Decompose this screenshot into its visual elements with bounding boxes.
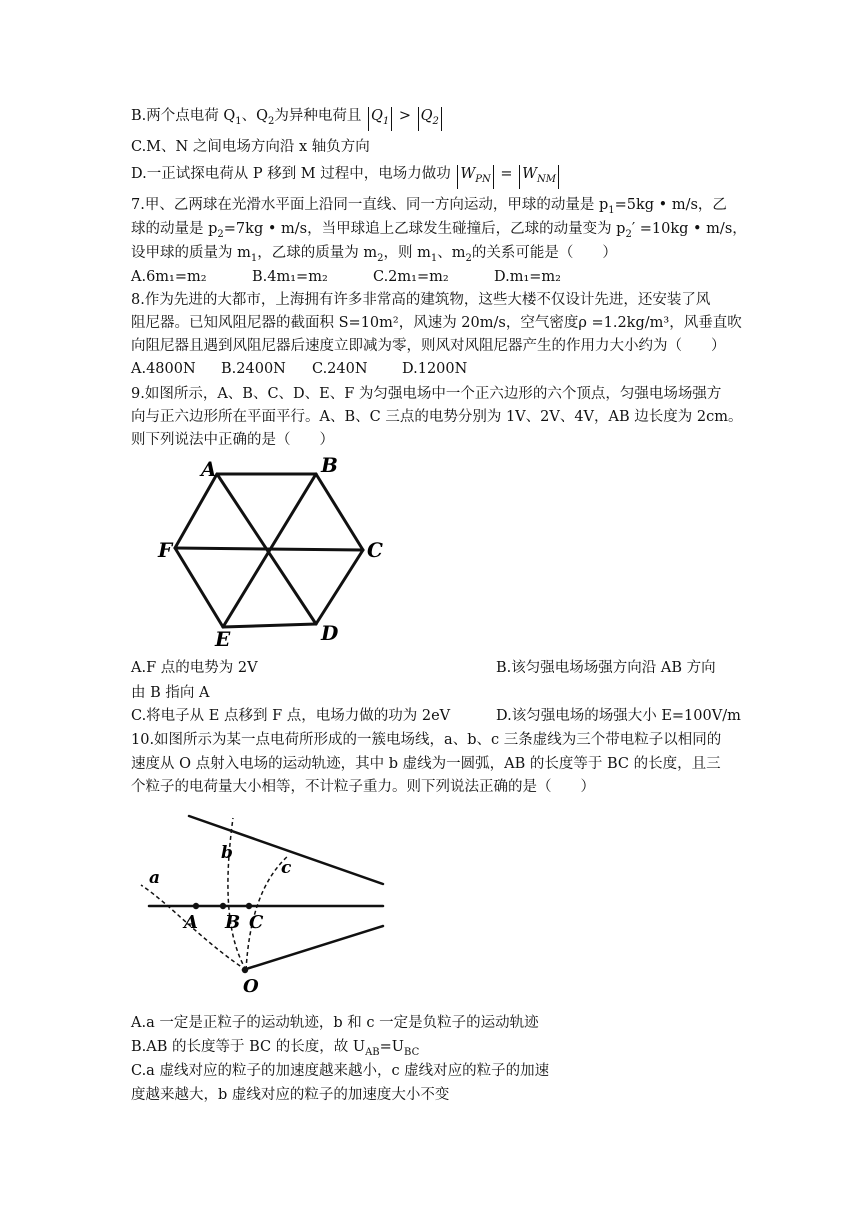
point-b [220,903,226,909]
q6-wpn-sub: PN [475,173,491,185]
q6-abs-q1: $Q_1$ [368,107,392,131]
hex-label-c: C [367,538,383,562]
q7-line-1-tail: =5kg • m/s，乙 [614,197,727,213]
q10-option-a: A.a 一定是正粒子的运动轨迹，b 和 c 一定是负粒子的运动轨迹 [131,1015,539,1031]
field-lines-figure [131,800,391,1000]
q6-wpn-symbol: W [460,166,476,182]
q10-option-c-line-1: C.a 虚线对应的粒子的加速度越来越小，c 虚线对应的粒子的加速 [131,1063,550,1079]
q10-option-c-line-2: 度越来越大，b 虚线对应的粒子的加速度大小不变 [131,1087,450,1103]
label-point-b: B [225,912,241,933]
q9-option-d: D.该匀强电场的场强大小 E=100V/m [496,708,741,724]
q6-q2-symbol: Q [420,108,433,124]
hex-edge-bc [316,474,363,550]
q10-line-3: 个粒子的电荷量大小相等，不计粒子重力。则下列说法正确的是（ ） [131,779,595,795]
point-a [193,903,199,909]
q6-abs-wnm [519,165,559,189]
point-c [246,903,252,909]
label-point-c: C [249,912,264,933]
q7-line-2-text: 球的动量是 p [131,221,218,237]
q6-wnm-symbol: W [522,166,538,182]
q10-option-b-text: B.AB 的长度等于 BC 的长度，故 U [131,1039,366,1055]
q7-option-c: C.2m₁=m₂ [373,269,449,285]
q9-option-c: C.将电子从 E 点移到 F 点，电场力做的功为 2eV [131,708,451,724]
q6-abs-wpn [457,165,493,189]
hex-label-e: E [215,627,231,651]
q10-line-1: 10.如图所示为某一点电荷所形成的一簇电场线，a、b、c 三条虚线为三个带电粒子以相同的 [131,732,722,748]
q6-option-d-text: D.一正试探电荷从 P 移到 M 过程中，电场力做功 [131,166,451,182]
q7-option-b: B.4m₁=m₂ [252,269,328,285]
q7-line-1: 7.甲、乙两球在光滑水平面上沿同一直线、同一方向运动，甲球的动量是 $p_1=5kg$ • m/s，乙 [131,197,727,216]
q7-line-3-text: 设甲球的质量为 m [131,245,251,261]
hex-diagonal-fc [175,548,363,550]
hex-edge-de [223,624,316,627]
label-trajectory-a: a [149,868,161,888]
q7-line-2-tail: ′ =10kg • m/s， [631,221,747,237]
q7-option-d: D.m₁=m₂ [494,269,561,285]
label-trajectory-c: c [281,858,292,878]
label-point-o: O [243,976,259,997]
q7-option-a: A.6m₁=m₂ [131,269,207,285]
q7-line-3-tail: 的关系可能是（ ） [471,245,617,261]
q7-line-1-text: 7.甲、乙两球在光滑水平面上沿同一直线、同一方向运动，甲球的动量是 p [131,197,609,213]
q8-option-c: C.240N [312,361,368,377]
q7-line-2-mid: =7kg • m/s，当甲球追上乙球发生碰撞后，乙球的动量变为 p [223,221,626,237]
q6-option-b-tail: 为异种电荷且 [274,108,362,124]
q6-option-d: D.一正试探电荷从 P 移到 M 过程中，电场力做功 $W_{PN} = W_{NM}$ [131,164,561,189]
label-point-a: A [184,912,198,933]
label-trajectory-b: b [221,843,233,863]
point-o [242,967,248,973]
q10-option-b [131,1037,419,1063]
q8-line-3: 向阻尼器且遇到风阻尼器后速度立即减为零，则风对风阻尼器产生的作用力大小约为（ ） [131,338,726,354]
q8-line-1: 8.作为先进的大都市，上海拥有许多非常高的建筑物，这些大楼不仅设计先进，还安装了风 [131,292,711,308]
hex-label-f: F [158,538,173,562]
q10-option-b-sub-ab: AB [365,1046,380,1058]
q7-line-3: 设甲球的质量为 $m_1$，乙球的质量为 $m_2$，则 $m_1$、$m_2$的关系可能是（ ） [131,245,617,264]
hex-edge-fa [175,474,217,548]
q9-option-b-line-2: 由 B 指向 A [131,685,210,701]
hex-label-a: A [201,457,217,481]
hexagon-figure [131,450,401,655]
q8-option-b: B.2400N [221,361,286,377]
hex-edge-ef [175,548,223,627]
q6-wnm-sub: NM [537,173,557,185]
trajectory-b [228,818,246,970]
q7-line-2: 球的动量是 $p_2=7kg$ • m/s，当甲球追上乙球发生碰撞后，乙球的动量变为 $p_2' =10kg$ • m/s， [131,221,747,240]
hex-label-d: D [321,621,339,645]
q9-line-1: 9.如图所示，A、B、C、D、E、F 为匀强电场中一个正六边形的六个顶点，匀强电场场强方 [131,386,722,402]
q6-option-b-text: B.两个点电荷 Q [131,108,236,124]
q9-option-a: A.F 点的电势为 2V [131,660,258,676]
q7-line-3-mid3: 、m [437,245,466,261]
q8-line-2: 阻尼器。已知风阻尼器的截面积 S=10m²，风速为 20m/s，空气密度ρ =1.2kg/m³，风垂直吹 [131,315,742,331]
q8-option-d: D.1200N [402,361,468,377]
hex-label-b: B [321,453,338,477]
q10-line-2: 速度从 O 点射入电场的运动轨迹，其中 b 虚线为一圆弧，AB 的长度等于 BC 的长度，且三 [131,756,721,772]
hex-edge-cd [316,550,363,624]
q7-line-3-mid: ，乙球的质量为 m [257,245,378,261]
q6-option-c: C.M、N 之间电场方向沿 x 轴负方向 [131,139,370,155]
q6-q1-symbol: Q [371,108,383,124]
q7-line-3-mid2: ，则 m [383,245,431,261]
q6-abs-q2: $Q_2$ [418,107,442,131]
q10-option-b-mid: =U [379,1039,405,1055]
q6-option-b-rest: 、Q [241,108,269,124]
field-line-lower [243,926,383,970]
q6-option-b: B.两个点电荷 $Q_1$、$Q_2$为异种电荷且 $Q_1 > Q_2$ [131,106,444,132]
q9-line-2: 向与正六边形所在平面平行。A、B、C 三点的电势分别为 1V、2V、4V，AB 边长度为 2cm。 [131,409,743,425]
q8-option-a: A.4800N [131,361,196,377]
q9-line-3: 则下列说法中正确的是（ ） [131,432,334,448]
q9-option-b-line-1: B.该匀强电场场强方向沿 AB 方向 [496,660,716,676]
q10-option-b-sub-bc: BC [404,1046,420,1058]
